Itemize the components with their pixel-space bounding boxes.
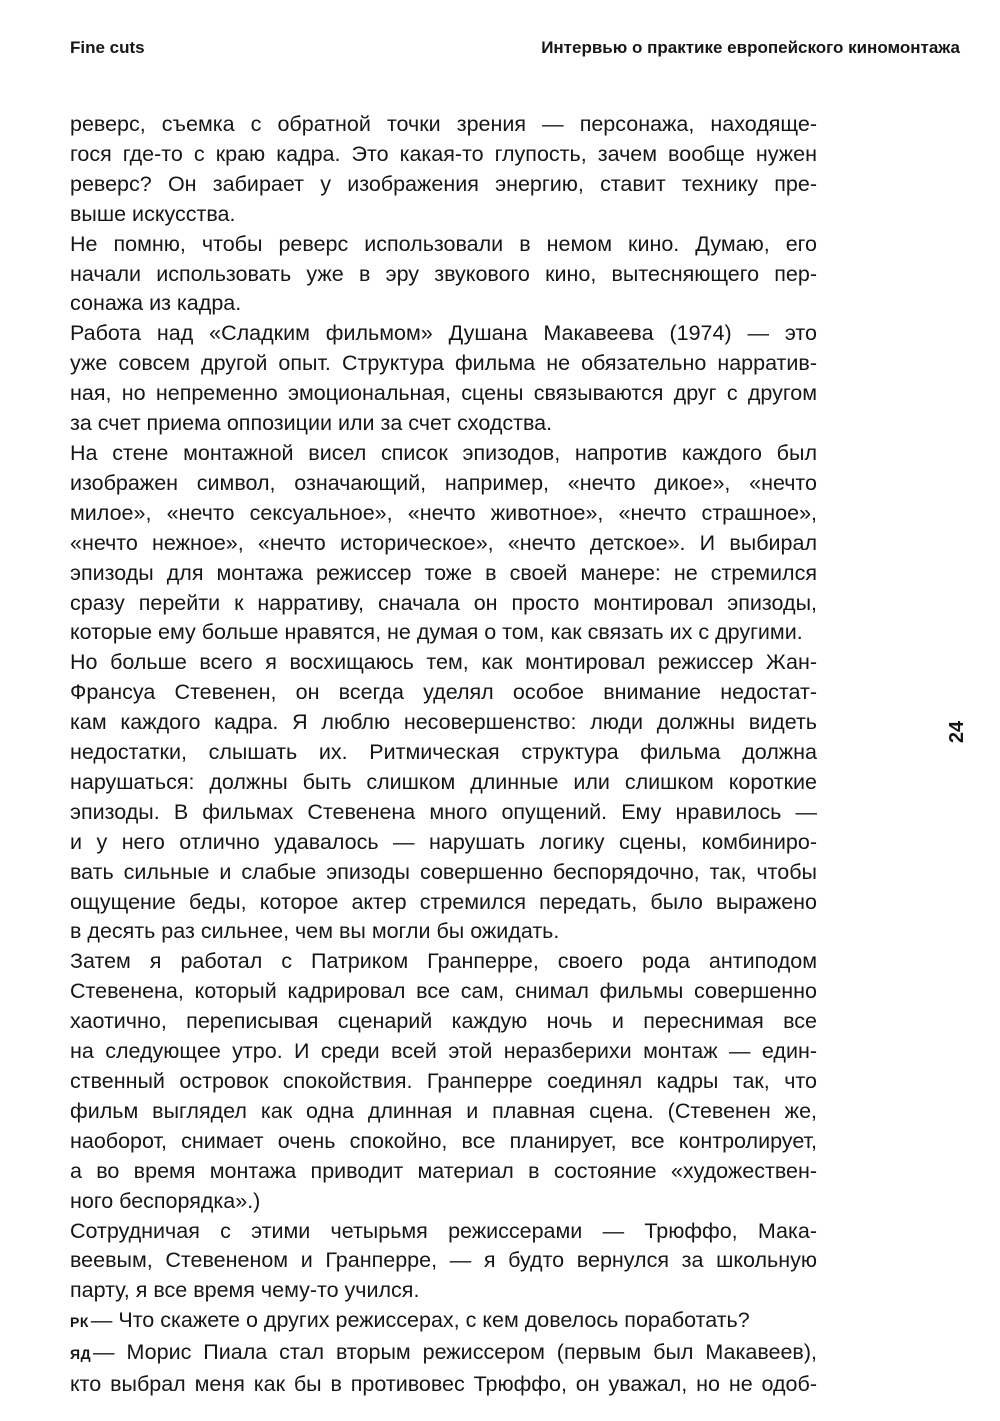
text-line: выше искусства. [70,201,236,226]
text-line: ощущение беды, которое актер стремился передать, было выражено [70,889,817,914]
text-line: милое», «нечто сексуальное», «нечто животное», «нечто страшное», [70,500,817,525]
text-line: веевым, Стевененом и Гранперре, — я будто вернулся за школьную [70,1248,817,1273]
dialogue-text: — Что скажете о других режиссерах, с кем довелось поработать? [90,1308,750,1333]
text-line: На стене монтажной висел список эпизодов, напротив каждого был [70,440,817,465]
text-line: «нечто нежное», «нечто историческое», «нечто детское». И выбирал [70,530,817,555]
text-line: сонажа из кадра. [70,291,242,316]
running-head-title: Fine cuts [70,38,145,57]
text-line: Стевенена, который кадрировал все сам, снимал фильмы совершенно [70,979,817,1004]
text-line: начали использовать уже в эру звукового кино, вытесняющего пер- [70,261,817,286]
text-line: на следующее утро. И среди всей этой неразберихи монтаж — един- [70,1039,817,1064]
text-line: кто выбрал меня как бы в противовес Трюффо, он уважал, но не одоб- [70,1372,817,1397]
text-line: Затем я работал с Патриком Гранперре, своего рода антиподом [70,949,817,974]
text-line: и у него отлично удавалось — нарушать логику сцены, комбиниро- [70,829,817,854]
speaker-label-yad: ЯД [70,1346,92,1363]
text-line: сразу перейти к нарративу, сначала он просто монтировал эпизоды, [70,590,817,615]
text-line: за счет приема оппозиции или за счет сходства. [70,411,553,436]
text-line: гося где-то с краю кадра. Это какая-то глупость, зачем вообще нужен [70,141,817,166]
text-line: в десять раз сильнее, чем вы могли бы ожидать. [70,919,560,944]
running-head-chapter: Интервью о практике европейского киномонтажа [541,38,960,57]
text-line: наоборот, снимает очень спокойно, все планирует, все контролирует, [70,1128,817,1153]
text-line: нарушаться: должны быть слишком длинные или слишком короткие [70,769,817,794]
dialogue-line-question [70,1306,817,1338]
text-line: уже совсем другой опыт. Структура фильма не обязательно нарратив- [70,351,817,376]
text-line: ная, но непременно эмоциональная, сцены связываются друг с другом [70,381,817,406]
text-line: реверс? Он забирает у изображения энергию, ставит технику пре- [70,171,817,196]
text-line: изображен символ, означающий, например, «нечто дикое», «нечто [70,470,817,495]
page-number: 24 [946,720,968,744]
text-line: парту, я все время чему-то учился. [70,1278,420,1303]
text-line: Франсуа Стевенен, он всегда уделял особое внимание недостат- [70,680,817,705]
text-line: фильм выглядел как одна длинная и плавная сцена. (Стевенен же, [70,1098,817,1123]
text-line: Сотрудничая с этими четырьмя режиссерами — Трюффо, Мака- [70,1218,817,1243]
text-line: вать сильные и слабые эпизоды совершенно беспорядочно, так, чтобы [70,859,817,884]
text-line: Не помню, чтобы реверс использовали в немом кино. Думаю, его [70,231,817,256]
dialogue-line-answer [70,1338,817,1370]
text-line: эпизоды для монтажа режиссер тоже в своей манере: не стремился [70,560,817,585]
text-line: кам каждого кадра. Я люблю несовершенство: люди должны видеть [70,710,817,735]
text-line: недостатки, слышать их. Ритмическая структура фильма должна [70,740,817,765]
dialogue-text: — Морис Пиала стал вторым режиссером (первым был Макавеев), [93,1340,817,1365]
text-line: хаотично, переписывая сценарий каждую ночь и переснимая все [70,1009,817,1034]
body-text [70,110,817,1400]
text-line: Но больше всего я восхищаюсь тем, как монтировал режиссер Жан- [70,650,817,675]
text-line: ственный островок спокойствия. Гранперре соединял кадры так, что [70,1069,817,1093]
text-line: реверс, съемка с обратной точки зрения — персонажа, находяще- [70,112,817,136]
text-line: которые ему больше нравятся, не думая о том, как связать их с другими. [70,620,803,645]
speaker-label-rk: РК [70,1314,89,1331]
text-line: эпизоды. В фильмах Стевенена много опущений. Ему нравилось — [70,799,817,824]
text-line: а во время монтажа приводит материал в состояние «художествен- [70,1158,817,1183]
text-line: ного беспорядка».) [70,1188,261,1213]
text-line: Работа над «Сладким фильмом» Душана Макавеева (1974) — это [70,321,817,346]
